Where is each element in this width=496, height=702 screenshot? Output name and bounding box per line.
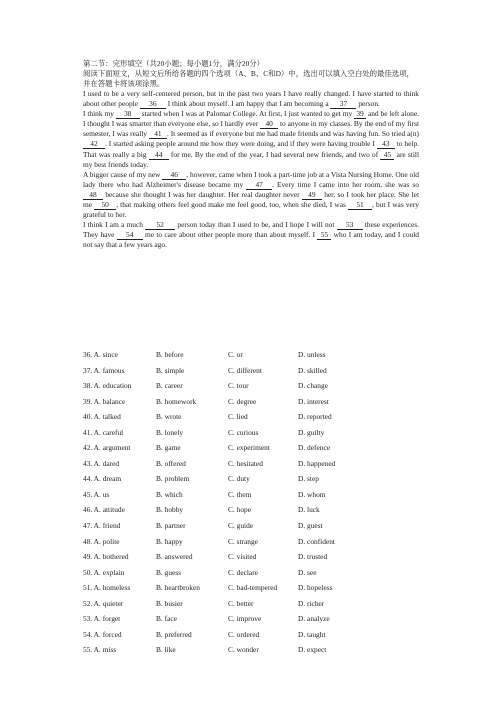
option-d[interactable]: D. unless <box>298 350 326 359</box>
option-row <box>83 490 423 506</box>
passage-paragraph-2 <box>83 109 419 170</box>
option-c[interactable]: C. strange <box>228 536 258 546</box>
blank-41: 41 <box>149 129 167 139</box>
blank-54: 54 <box>117 230 143 240</box>
option-b[interactable]: B. busier <box>156 598 183 608</box>
option-c[interactable]: C. them <box>228 489 252 499</box>
passage-text: . Every time I came into her room, she was so <box>272 179 419 189</box>
option-a[interactable]: 44. A. dream <box>83 474 122 484</box>
option-a[interactable]: 45. A. us <box>83 489 110 499</box>
option-b[interactable]: B. wrote <box>156 412 182 422</box>
passage-text: person today than I used to be, and I hope I will not <box>175 220 337 230</box>
section-instruction: 阅读下面短文，从短文后所给各题的四个选项（A、B、C和D）中，选出可以填入空白处的最佳选项，并在答题卡将该项涂黑。 <box>83 69 414 88</box>
blank-52: 52 <box>145 220 175 230</box>
option-row <box>83 521 423 537</box>
option-d[interactable]: D. richer <box>298 598 325 608</box>
blank-47: 47 <box>246 180 272 190</box>
option-b[interactable]: B. simple <box>156 365 185 375</box>
passage-text: these experiences. They have <box>83 220 419 240</box>
option-row <box>83 412 423 428</box>
blank-44: 44 <box>149 150 169 160</box>
option-d[interactable]: D. taught <box>298 629 326 639</box>
passage-text: I used to be a very self-centered person, but in the past two years I have really changed. I have started to think about other people <box>83 89 419 109</box>
passage-text: . I started asking people around me how they were doing, and if they were having trouble I <box>105 139 377 149</box>
option-row <box>83 614 423 630</box>
option-row <box>83 443 423 459</box>
blank-37: 37 <box>330 99 356 109</box>
option-a[interactable]: 53. A. forget <box>83 614 121 624</box>
option-b[interactable]: B. guess <box>156 567 182 577</box>
blank-50: 50 <box>94 200 116 210</box>
option-b[interactable]: B. which <box>156 489 183 499</box>
cloze-section <box>83 59 419 251</box>
blank-46: 46 <box>162 170 186 180</box>
option-a[interactable]: 46. A. attitude <box>83 505 125 515</box>
option-b[interactable]: B. like <box>156 645 176 655</box>
blank-39: 39 <box>354 109 366 119</box>
passage-text: A bigger cause of my new <box>83 169 163 179</box>
passage-text: who I am today, and I could not say that a few years ago. <box>83 230 419 250</box>
option-d[interactable]: D. guest <box>298 521 323 531</box>
option-row <box>83 552 423 568</box>
option-d[interactable]: D. expect <box>298 645 327 655</box>
option-a[interactable]: 54. A. forced <box>83 629 122 639</box>
option-c[interactable]: C. degree <box>228 396 257 406</box>
option-d[interactable]: D. step <box>298 474 319 484</box>
passage-text: started when I was at Palomar College. At first, I just wanted to get my <box>139 109 355 119</box>
option-c[interactable]: C. or <box>228 350 243 359</box>
section-title: 第二节：完形填空（共20小题；每小题1分，满分20分） <box>83 59 265 68</box>
option-row <box>83 397 423 413</box>
option-row <box>83 568 423 584</box>
option-b[interactable]: B. preferred <box>156 629 192 639</box>
option-c[interactable]: C. hope <box>228 505 251 515</box>
option-c[interactable]: C. duty <box>228 474 250 484</box>
option-b[interactable]: B. problem <box>156 474 190 484</box>
passage-paragraph-1 <box>83 89 419 109</box>
passage-paragraph-4 <box>83 220 419 250</box>
option-a[interactable]: 36. A. since <box>83 350 118 359</box>
option-a[interactable]: 49. A. bothered <box>83 552 129 562</box>
option-b[interactable]: B. homework <box>156 396 197 406</box>
passage-text: . It seemed as if everyone but me had made friends and was having fun. So tried a(n) <box>166 129 420 139</box>
option-c[interactable]: C. curious <box>228 427 259 437</box>
option-d[interactable]: D. hopeless <box>298 583 333 593</box>
option-c[interactable]: C. guide <box>228 521 254 531</box>
option-a[interactable]: 50. A. explain <box>83 567 125 577</box>
option-row <box>83 474 423 490</box>
passage-text: are still my best friends today. <box>83 149 419 169</box>
passage-text: I think I am a much <box>83 220 146 230</box>
option-a[interactable]: 43. A. dared <box>83 458 120 468</box>
option-d[interactable]: D. guilty <box>298 427 325 437</box>
option-c[interactable]: C. tour <box>228 381 249 391</box>
passage-text: I think about myself. I am happy that I am becoming a <box>165 99 331 109</box>
option-row <box>83 381 423 397</box>
blank-45: 45 <box>380 150 394 160</box>
option-row <box>83 505 423 521</box>
option-row <box>83 645 423 661</box>
option-d[interactable]: D. reported <box>298 412 332 422</box>
option-b[interactable]: B. hobby <box>156 505 184 515</box>
passage-text: , that making others feel good make me feel good, too, when she died, I was <box>116 200 349 210</box>
passage-text: I think my <box>83 109 116 119</box>
option-row <box>83 459 423 475</box>
passage-text: to help. That was really a big <box>83 139 419 159</box>
option-row <box>83 583 423 599</box>
option-row <box>83 537 423 553</box>
option-a[interactable]: 39. A. balance <box>83 396 126 406</box>
option-b[interactable]: B. answered <box>156 552 193 562</box>
option-d[interactable]: D. defence <box>298 443 331 453</box>
passage-text: , however, came when I took a part-time job at a Vista Nursing Home. One old lady there who had Alzheimer's disease became my <box>83 169 419 189</box>
option-b[interactable]: B. lonely <box>156 427 184 437</box>
option-b[interactable]: B. face <box>156 614 177 624</box>
passage-text: me to care about other people more than about myself. I <box>142 230 318 240</box>
option-a[interactable]: 52. A. quieter <box>83 598 124 608</box>
option-c[interactable]: C. hesitated <box>228 458 263 468</box>
option-b[interactable]: B. partner <box>156 521 186 531</box>
option-a[interactable]: 37. A. famous <box>83 365 125 375</box>
option-row <box>83 630 423 646</box>
passage-text: her, so I took her place. She let me <box>83 189 420 210</box>
blank-38: 38 <box>116 109 140 119</box>
option-c[interactable]: C. experiment <box>228 443 270 453</box>
blank-53: 53 <box>337 220 363 230</box>
option-c[interactable]: C. different <box>228 365 262 375</box>
option-b[interactable]: B. career <box>156 381 183 391</box>
passage-text: person. <box>356 99 380 109</box>
option-b[interactable]: B. game <box>156 443 181 453</box>
option-a[interactable]: 51. A. homeless <box>83 583 131 593</box>
blank-42: 42 <box>83 139 105 149</box>
option-d[interactable]: D. interest <box>298 396 329 406</box>
blank-40: 40 <box>260 119 278 129</box>
option-a[interactable]: 41. A. careful <box>83 427 124 437</box>
answer-options-list <box>83 350 423 661</box>
option-d[interactable]: D. analyze <box>298 614 330 624</box>
blank-43: 43 <box>377 139 395 149</box>
option-d[interactable]: D. trusted <box>298 552 328 562</box>
option-b[interactable]: B. offered <box>156 458 186 468</box>
passage-text: for me. By the end of the year, I had several new friends, and two of <box>168 149 381 159</box>
option-d[interactable]: D. whom <box>298 489 326 499</box>
option-c[interactable]: C. bad-tempered <box>228 583 278 593</box>
option-d[interactable]: D. skilled <box>298 365 327 375</box>
passage-text: to anyone in my classes. By the end of my first semester, I was really <box>83 119 420 139</box>
option-row <box>83 599 423 615</box>
option-c[interactable]: C. lied <box>228 412 248 422</box>
option-a[interactable]: 47. A. friend <box>83 521 121 531</box>
passage-text: and be left alone. I thought I was smarter than everyone else, so I hardly ever <box>83 109 419 129</box>
option-a[interactable]: 40. A. talked <box>83 412 121 422</box>
option-c[interactable]: C. ordered <box>228 629 260 639</box>
blank-36: 36 <box>140 99 166 109</box>
option-c[interactable]: C. better <box>228 598 254 608</box>
option-row <box>83 350 423 366</box>
option-d[interactable]: D. luck <box>298 505 320 515</box>
option-c[interactable]: C. improve <box>228 614 262 624</box>
option-b[interactable]: B. heartbroken <box>156 583 200 593</box>
option-b[interactable]: B. happy <box>156 536 183 546</box>
option-a[interactable]: 38. A. education <box>83 381 132 391</box>
option-row <box>83 428 423 444</box>
option-a[interactable]: 55. A. miss <box>83 645 117 655</box>
option-row <box>83 366 423 382</box>
passage-text: , but I was very grateful to her. <box>83 200 419 220</box>
passage-paragraph-3 <box>83 170 419 220</box>
blank-51: 51 <box>348 200 372 210</box>
blank-49: 49 <box>302 190 322 200</box>
blank-55: 55 <box>317 230 331 240</box>
option-d[interactable]: D. happened <box>298 458 336 468</box>
option-c[interactable]: C. wonder <box>228 645 259 655</box>
option-c[interactable]: C. visited <box>228 552 257 562</box>
option-a[interactable]: 42. A. argument <box>83 443 131 453</box>
option-b[interactable]: B. before <box>156 350 184 359</box>
option-a[interactable]: 48. A. polite <box>83 536 120 546</box>
passage-text: because she thought I was her daughter. Her real daughter never <box>103 189 302 199</box>
blank-48: 48 <box>83 190 103 200</box>
option-c[interactable]: C. declare <box>228 567 258 577</box>
option-d[interactable]: D. see <box>298 567 317 577</box>
option-d[interactable]: D. confident <box>298 536 335 546</box>
option-d[interactable]: D. change <box>298 381 328 391</box>
